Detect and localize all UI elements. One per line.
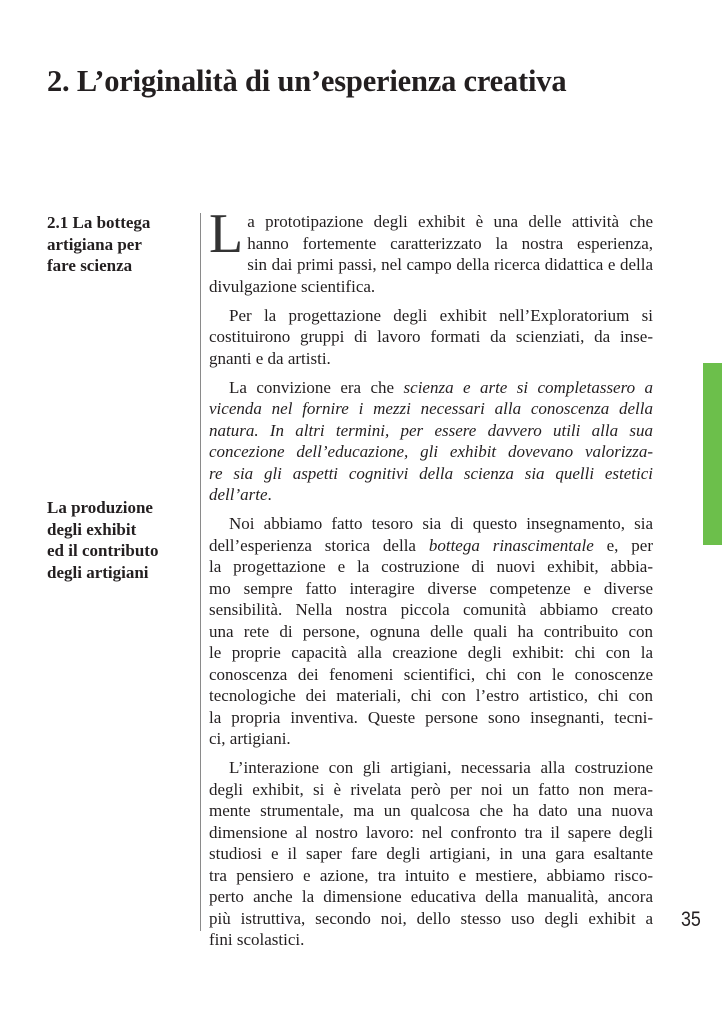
heading-line: La produzione — [47, 498, 153, 517]
text-line — [209, 556, 653, 578]
text-segment: . — [267, 485, 272, 504]
text-segment: e, per — [593, 535, 653, 555]
text-segment: costituirono gruppi di lavoro formati da scienziati, da inse- — [209, 327, 653, 346]
text-segment: ci, artigiani. — [209, 729, 291, 748]
heading-line: artigiana per — [47, 234, 142, 254]
text-line — [209, 420, 653, 442]
drop-cap: L — [209, 203, 244, 265]
text-line — [209, 578, 653, 600]
text-line — [209, 822, 653, 844]
text-line — [209, 348, 653, 370]
text-line — [209, 599, 653, 621]
text-segment: le proprie capacità alla creazione degli exhibit: chi con la — [209, 643, 653, 662]
text-segment: L’interazione con gli artigiani, necessaria alla costruzione — [229, 758, 653, 777]
chapter-title: 2. L’originalità di un’esperienza creativa — [47, 64, 567, 98]
text-line — [209, 441, 653, 463]
text-line — [209, 484, 653, 506]
text-line — [209, 707, 653, 729]
text-line — [209, 621, 653, 643]
text-line — [209, 463, 653, 485]
text-segment: fini scolastici. — [209, 930, 305, 949]
paragraph — [209, 305, 653, 370]
italic-text: vicenda nel fornire i mezzi necessari alla conoscenza della — [209, 399, 653, 418]
text-line — [209, 779, 653, 801]
text-line — [209, 535, 653, 557]
text-line — [209, 513, 653, 535]
paragraph — [209, 513, 653, 750]
text-segment: sin dai primi passi, nel campo della ricerca didattica e della — [247, 255, 653, 274]
text-line — [209, 728, 653, 750]
italic-text: natura. In altri termini, per essere davvero utili alla sua — [209, 420, 653, 440]
text-segment: perto anche la dimensione educativa della manualità, ancora — [209, 887, 653, 906]
italic-text: re sia gli aspetti cognitivi della scienza sia quelli estetici — [209, 463, 653, 483]
text-segment: tra pensiero e azione, tra intuito e mestiere, abbiamo risco- — [209, 865, 653, 885]
margin-note-produzione — [47, 497, 158, 583]
italic-text: scienza e arte si completassero a — [403, 377, 654, 397]
text-line — [209, 305, 653, 327]
text-line — [209, 276, 653, 298]
body-text — [209, 203, 654, 958]
text-line — [209, 664, 653, 686]
paragraph — [209, 203, 653, 297]
text-segment: degli exhibit, si è rivelata però per noi un fatto non mera- — [209, 779, 653, 799]
text-line — [209, 211, 653, 233]
text-line — [209, 377, 653, 399]
text-line — [209, 800, 653, 822]
text-segment: una rete di persone, ognuna delle quali ha contribuito con — [209, 621, 653, 641]
text-segment: hanno fortemente caratterizzato la nostra esperienza, — [247, 233, 653, 253]
heading-line: fare scienza — [47, 256, 133, 275]
section-heading-bottega — [47, 212, 150, 277]
text-segment: Per la progettazione degli exhibit nell’Exploratorium si — [229, 305, 653, 325]
text-segment: divulgazione scientifica. — [209, 276, 376, 296]
column-divider — [200, 213, 201, 931]
text-segment: tecnologiche dei materiali, chi con l’estro artistico, chi con — [209, 686, 653, 705]
text-segment: sensibilità. Nella nostra piccola comunità abbiamo creato — [209, 600, 653, 619]
text-segment: Noi abbiamo fatto tesoro sia di questo insegnamento, sia — [229, 514, 653, 533]
text-line — [209, 929, 653, 951]
paragraph — [209, 757, 653, 951]
text-segment: mente strumentale, ma un qualcosa che ha dato una nuova — [209, 801, 653, 820]
text-line — [209, 886, 653, 908]
text-line — [209, 685, 653, 707]
text-segment: studiosi e il saper fare degli artigiani, in una gara esaltante — [209, 844, 653, 863]
text-line — [209, 843, 653, 865]
text-segment: più istruttiva, secondo noi, dello stesso uso degli exhibit a — [209, 908, 653, 928]
text-segment: la propria inventiva. Queste persone sono insegnanti, tecni- — [209, 707, 653, 727]
text-line — [209, 233, 653, 255]
text-segment: la progettazione e la costruzione di nuovi exhibit, abbia- — [209, 557, 653, 576]
text-line — [209, 757, 653, 779]
heading-line: degli exhibit — [47, 519, 137, 539]
heading-line: 2.1 La bottega — [47, 213, 151, 232]
text-line — [209, 865, 653, 887]
text-segment: a prototipazione degli exhibit è una delle attività che — [247, 212, 653, 231]
text-line — [209, 398, 653, 420]
paragraph — [209, 377, 653, 506]
text-line — [209, 908, 653, 930]
italic-text: bottega rinascimentale — [428, 535, 594, 555]
text-line — [209, 254, 653, 276]
text-segment: mo sempre fatto interagire diverse competenze e diverse — [209, 578, 653, 598]
text-line — [209, 642, 653, 664]
heading-line: ed il contributo — [47, 541, 159, 560]
text-segment: dell’esperienza storica della — [209, 535, 429, 555]
page-number: 35 — [681, 908, 701, 931]
italic-text: concezione dell’educazione, gli exhibit dovevano valorizza- — [209, 442, 653, 461]
text-segment: dimensione al nostro lavoro: nel confronto tra il sapere degli — [209, 822, 653, 842]
text-line — [209, 326, 653, 348]
text-segment: conoscenza dei fenomeni scientifici, chi con le conoscenze — [209, 664, 653, 684]
text-segment: gnanti e da artisti. — [209, 348, 331, 368]
text-segment: La convizione era che — [229, 377, 404, 397]
italic-text: dell’arte — [209, 485, 268, 504]
chapter-tab-marker — [703, 363, 722, 545]
heading-line: degli artigiani — [47, 562, 149, 582]
